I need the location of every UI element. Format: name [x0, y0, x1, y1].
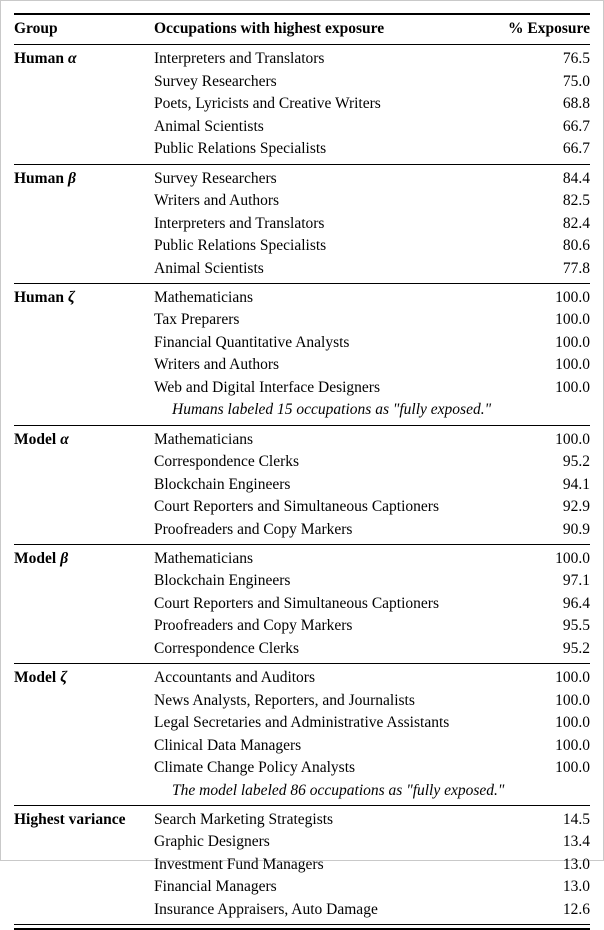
group-label-cell: [14, 45, 154, 164]
group-model-beta: [14, 544, 590, 663]
exposure-cell: 75.0: [562, 72, 590, 90]
exposure-cell: 100.0: [555, 691, 590, 709]
group-name: Model: [14, 549, 57, 567]
group-label-cell: [14, 544, 154, 663]
group-label-cell: [14, 425, 154, 544]
occupation-cell: Search Marketing Strategists: [154, 810, 334, 828]
exposure-cell: 13.4: [562, 833, 590, 851]
group-note: Humans labeled 15 occupations as "fully exposed.": [172, 401, 492, 419]
exposure-cell: 95.5: [562, 617, 590, 635]
occupation-cell: Web and Digital Interface Designers: [154, 378, 380, 396]
group-label-cell: [14, 283, 154, 425]
table-row: [14, 664, 590, 690]
occupation-cell: Poets, Lyricists and Creative Writers: [154, 95, 381, 113]
group-label-cell: [14, 164, 154, 283]
group-highest-variance: [14, 805, 590, 924]
table-row: [14, 45, 590, 71]
exposure-cell: 82.5: [562, 192, 590, 210]
exposure-cell: 95.2: [562, 639, 590, 657]
occupation-cell: Survey Researchers: [154, 72, 277, 90]
group-model-alpha: [14, 425, 590, 544]
exposure-cell: 95.2: [562, 453, 590, 471]
col-header-occupation: Occupations with highest exposure: [154, 14, 502, 45]
group-name: Human: [14, 169, 64, 187]
group-symbol: β: [67, 169, 76, 187]
exposure-cell: 77.8: [562, 259, 590, 277]
table-row: [14, 544, 590, 570]
group-model-zeta: [14, 664, 590, 806]
exposure-cell: 90.9: [562, 520, 590, 538]
col-header-group: Group: [14, 14, 154, 45]
exposure-cell: 100.0: [555, 736, 590, 754]
exposure-cell: 80.6: [562, 237, 590, 255]
group-name: Model: [14, 430, 57, 448]
occupation-cell: Accountants and Auditors: [154, 669, 316, 687]
exposure-table: [14, 13, 590, 925]
exposure-cell: 68.8: [562, 95, 590, 113]
group-human-alpha: [14, 45, 590, 164]
exposure-cell: 100.0: [555, 669, 590, 687]
occupation-cell: Writers and Authors: [154, 192, 280, 210]
occupation-cell: Writers and Authors: [154, 356, 280, 374]
exposure-cell: 97.1: [562, 572, 590, 590]
table-header: [14, 14, 590, 45]
group-name: Highest variance: [14, 810, 126, 828]
occupation-cell: Legal Secretaries and Administrative Assistants: [154, 714, 450, 732]
group-symbol: α: [67, 50, 77, 68]
occupation-cell: Blockchain Engineers: [154, 475, 291, 493]
occupation-cell: Correspondence Clerks: [154, 453, 300, 471]
exposure-cell: 12.6: [562, 900, 590, 918]
occupation-cell: Mathematicians: [154, 430, 253, 448]
occupation-cell: News Analysts, Reporters, and Journalists: [154, 691, 415, 709]
occupation-cell: Correspondence Clerks: [154, 639, 300, 657]
group-symbol: β: [60, 549, 69, 567]
exposure-cell: 100.0: [555, 378, 590, 396]
exposure-cell: 94.1: [562, 475, 590, 493]
occupation-cell: Insurance Appraisers, Auto Damage: [154, 900, 378, 918]
group-human-zeta: [14, 283, 590, 425]
exposure-cell: 100.0: [555, 714, 590, 732]
exposure-cell: 100.0: [555, 549, 590, 567]
exposure-cell: 66.7: [562, 140, 590, 158]
occupation-cell: Proofreaders and Copy Markers: [154, 617, 353, 635]
occupation-cell: Mathematicians: [154, 288, 253, 306]
occupation-cell: Financial Quantitative Analysts: [154, 333, 350, 351]
occupation-cell: Tax Preparers: [154, 311, 240, 329]
exposure-cell: 100.0: [555, 311, 590, 329]
occupation-cell: Court Reporters and Simultaneous Captioners: [154, 498, 439, 516]
exposure-cell: 100.0: [555, 333, 590, 351]
occupation-cell: Mathematicians: [154, 549, 253, 567]
occupation-cell: Animal Scientists: [154, 117, 264, 135]
group-name: Human: [14, 50, 64, 68]
table-row: [14, 283, 590, 309]
exposure-cell: 92.9: [562, 498, 590, 516]
group-name: Human: [14, 288, 64, 306]
occupation-cell: Clinical Data Managers: [154, 736, 302, 754]
table-row: [14, 164, 590, 190]
table-row: [14, 425, 590, 451]
exposure-cell: 13.0: [562, 855, 590, 873]
group-symbol: ζ: [60, 669, 68, 687]
header-row: [14, 14, 590, 45]
occupation-cell: Financial Managers: [154, 878, 277, 896]
group-symbol: α: [60, 430, 69, 448]
group-human-beta: [14, 164, 590, 283]
occupation-cell: Interpreters and Translators: [154, 214, 325, 232]
occupation-cell: Public Relations Specialists: [154, 140, 327, 158]
occupation-cell: Proofreaders and Copy Markers: [154, 520, 353, 538]
exposure-cell: 100.0: [555, 759, 590, 777]
exposure-cell: 100.0: [555, 356, 590, 374]
occupation-cell: Blockchain Engineers: [154, 572, 291, 590]
exposure-cell: 76.5: [562, 50, 590, 68]
exposure-cell: 13.0: [562, 878, 590, 896]
occupation-cell: Survey Researchers: [154, 169, 277, 187]
exposure-cell: 100.0: [555, 430, 590, 448]
exposure-cell: 14.5: [562, 810, 590, 828]
exposure-cell: 82.4: [562, 214, 590, 232]
group-note: The model labeled 86 occupations as "fully exposed.": [172, 781, 505, 799]
exposure-cell: 66.7: [562, 117, 590, 135]
occupation-cell: Public Relations Specialists: [154, 237, 327, 255]
group-label-cell: [14, 805, 154, 924]
col-header-exposure: % Exposure: [502, 14, 590, 45]
occupation-cell: Climate Change Policy Analysts: [154, 759, 356, 777]
occupation-cell: Court Reporters and Simultaneous Captioners: [154, 594, 439, 612]
occupation-cell: Animal Scientists: [154, 259, 264, 277]
table-row: [14, 805, 590, 831]
group-name: Model: [14, 669, 57, 687]
exposure-cell: 84.4: [562, 169, 590, 187]
exposure-cell: 96.4: [562, 594, 590, 612]
table-frame: [14, 13, 590, 930]
occupation-cell: Graphic Designers: [154, 833, 270, 851]
group-symbol: ζ: [67, 288, 75, 306]
occupation-cell: Interpreters and Translators: [154, 50, 325, 68]
occupation-cell: Investment Fund Managers: [154, 855, 324, 873]
group-label-cell: [14, 664, 154, 806]
exposure-cell: 100.0: [555, 288, 590, 306]
